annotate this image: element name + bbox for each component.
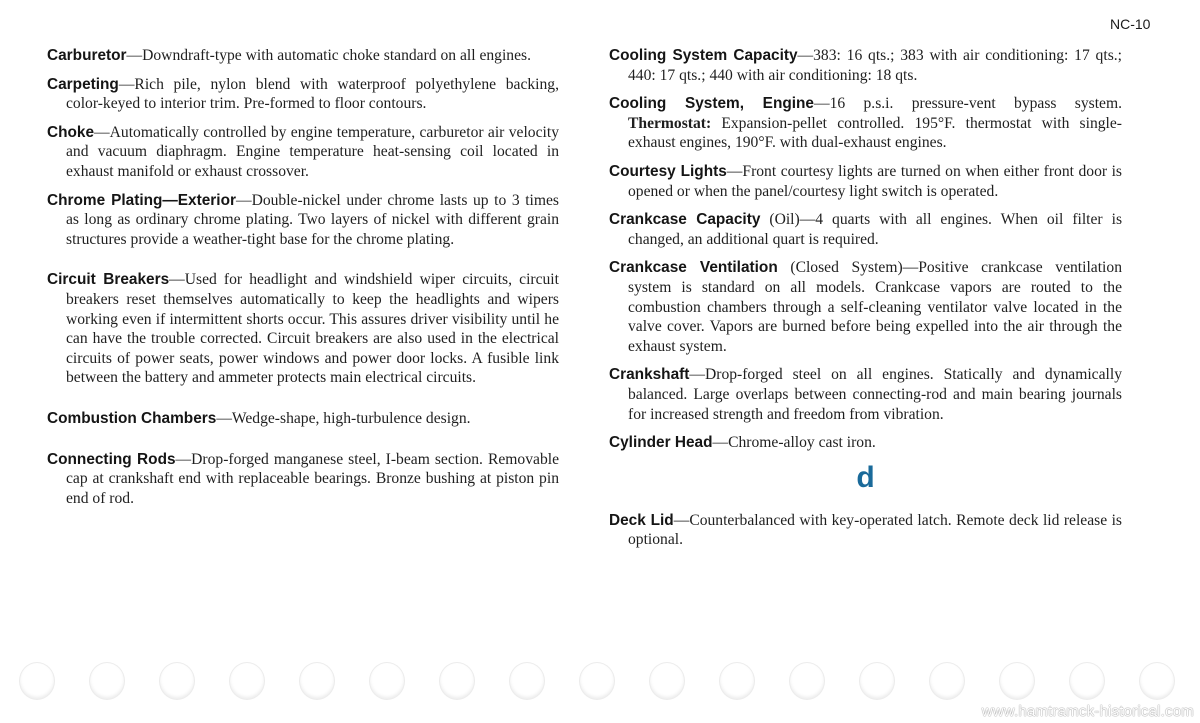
binder-hole	[1000, 663, 1034, 699]
entry-circuit-breakers	[47, 270, 559, 388]
binder-hole	[440, 663, 474, 699]
definition: —Double-nickel under chrome lasts up to 3 times as long as ordinary chrome plating. Two layers of nickel with different grain structures provide a weather-tight base for the chrome plating.	[66, 191, 560, 248]
entry-crankcase-ventilation	[609, 258, 1122, 356]
right-column	[609, 46, 1122, 559]
binder-hole	[1070, 663, 1104, 699]
binder-hole	[20, 663, 54, 699]
term: Carburetor	[47, 47, 127, 64]
entry-deck-lid	[609, 511, 1122, 550]
definition: —Chrome-alloy cast iron.	[712, 434, 876, 452]
binder-hole	[860, 663, 894, 699]
term: Deck Lid	[609, 511, 674, 529]
entry-combustion-chambers	[47, 409, 559, 429]
term: Crankshaft	[609, 366, 690, 384]
entry-choke	[47, 123, 559, 182]
term: Courtesy Lights	[609, 162, 727, 180]
definition: —Counterbalanced with key-operated latch. Remote deck lid release is optional.	[628, 511, 1122, 549]
entry-connecting-rods	[47, 450, 559, 509]
entry-crankcase-capacity	[609, 210, 1122, 249]
definition: —383: 16 qts.; 383 with air conditioning: 17 qts.; 440: 17 qts.; 440 with air conditioning: 18 qts.	[628, 47, 1122, 84]
definition: (Closed System)—Positive crankcase ventilation system is standard on all models. Crankcase vapors are routed to the combustion chambers through a self-cleaning ventilator valve located in the valve cover. Vapors are burned before being expelled into the air through the exhaust system.	[628, 259, 1122, 355]
binder-hole	[510, 663, 544, 699]
term: Crankcase Ventilation	[609, 259, 778, 277]
definition: (Oil)—4 quarts with all engines. When oil filter is changed, an additional quart is required.	[628, 211, 1123, 248]
definition: —Wedge-shape, high-turbulence design.	[216, 409, 471, 427]
term: Combustion Chambers	[47, 409, 217, 427]
definition: —16 p.s.i. pressure-vent bypass system.	[814, 95, 1122, 113]
binder-hole	[90, 663, 124, 699]
binder-hole	[300, 663, 334, 699]
binder-hole	[370, 663, 404, 699]
left-column	[47, 46, 559, 517]
entry-crankshaft	[609, 365, 1122, 424]
entry-carpeting	[47, 75, 559, 114]
section-letter: d	[856, 460, 875, 494]
binder-holes	[20, 663, 1190, 703]
term: Choke	[47, 123, 95, 141]
term: Cooling System, Engine	[609, 95, 814, 113]
entry-courtesy-lights	[609, 162, 1122, 201]
term: Cylinder Head	[609, 434, 713, 452]
sub-definition: Expansion-pellet controlled. 195°F. thermostat with single-exhaust engines, 190°F. with dual-exhaust engines.	[628, 114, 1122, 152]
definition: —Downdraft-type with automatic choke standard on all engines.	[126, 47, 531, 64]
entry-chrome-plating	[47, 191, 559, 250]
entry-carburetor	[47, 46, 559, 66]
sub-term: Thermostat:	[628, 114, 712, 132]
binder-hole	[1140, 663, 1174, 699]
definition: —Drop-forged steel on all engines. Statically and dynamically balanced. Large overlaps between connecting-rod and main bearing journals for increased strength and freedom from vibration.	[628, 366, 1122, 423]
definition: —Front courtesy lights are turned on when either front door is opened or when the panel/courtesy light switch is operated.	[628, 162, 1122, 200]
entry-cooling-engine	[609, 94, 1122, 153]
binder-hole	[790, 663, 824, 699]
binder-hole	[230, 663, 264, 699]
definition: —Rich pile, nylon blend with waterproof polyethylene backing, color-keyed to interior trim. Pre-formed to floor contours.	[66, 75, 559, 113]
binder-hole	[650, 663, 684, 699]
definition: —Automatically controlled by engine temperature, carburetor air velocity and vacuum diaphragm. Engine temperature heat-sensing coil located in exhaust manifold or exhaust crossover.	[66, 123, 559, 180]
term: Chrome Plating—Exterior	[47, 191, 236, 209]
binder-hole	[160, 663, 194, 699]
binder-hole	[930, 663, 964, 699]
term: Connecting Rods	[47, 450, 176, 468]
entry-cooling-capacity	[609, 46, 1122, 85]
term: Cooling System Capacity	[609, 47, 798, 64]
watermark: www.hamtramck-historical.com	[981, 703, 1194, 720]
term: Carpeting	[47, 75, 119, 93]
binder-hole	[720, 663, 754, 699]
term: Crankcase Capacity	[609, 211, 761, 229]
page-number: NC-10	[1110, 16, 1151, 32]
entry-cylinder-head	[609, 433, 1122, 453]
binder-hole	[580, 663, 614, 699]
definition: —Used for headlight and windshield wiper circuits, circuit breakers reset themselves automatically to keep the headlights and wipers working even if intermittent shorts occur. This assures driver visibility until he can have the trouble corrected. Circuit breakers are also used in the electrical circuits of power seats, power windows and power door locks. A fusible link between the battery and ammeter protects main electrical circuits.	[66, 271, 559, 387]
definition: —Drop-forged manganese steel, I-beam section. Removable cap at crankshaft end with replaceable bearings. Bronze bushing at piston pin end of rod.	[66, 450, 559, 507]
term: Circuit Breakers	[47, 271, 170, 289]
